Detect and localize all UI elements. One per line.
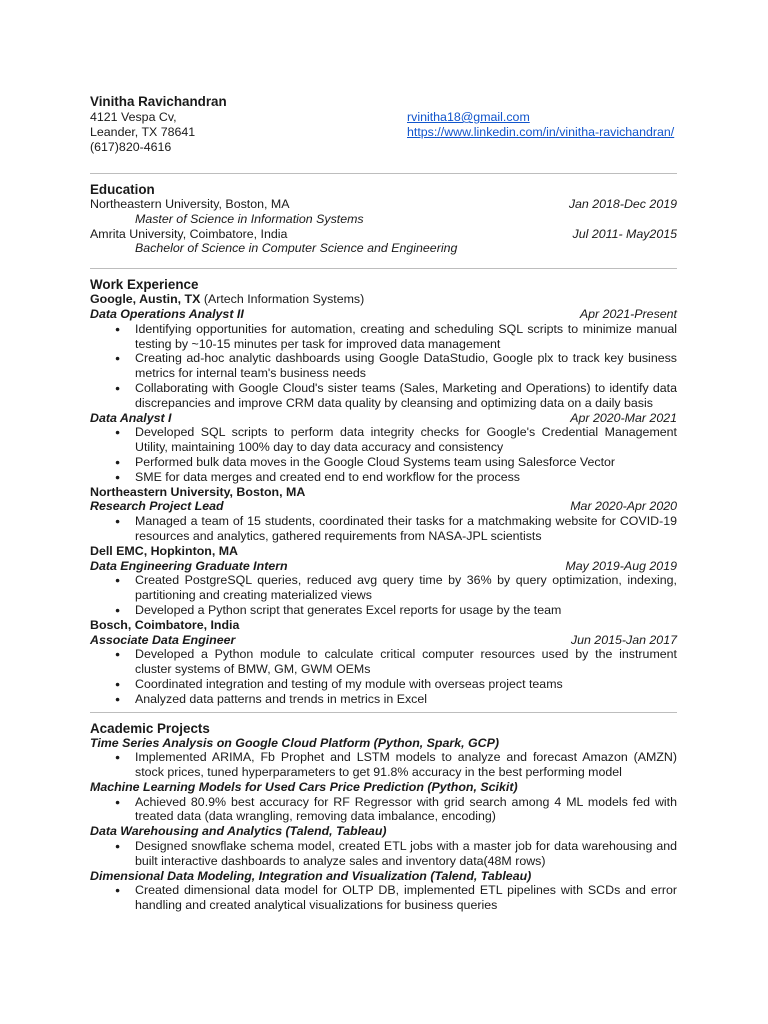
job-role [90,633,677,648]
bullet-item: ● Managed a team of 15 students, coordinated their tasks for a matchmaking website for COVID-19 resources and analytics, gathered requirements from NASA-JPL scientists [90,514,677,544]
date-range: Apr 2020-Mar 2021 [570,410,677,425]
email-link[interactable]: rvinitha18@gmail.com [407,110,530,124]
employer-name: Google, Austin, TX [90,292,201,307]
bullet-list [90,322,677,411]
bullet-item: ● Implemented ARIMA, Fb Prophet and LSTM models to analyze and forecast Amazon (AMZN) stock prices, tuned hyperparameters to get 91.8% accuracy in the best performing model [90,750,677,780]
project-title: Machine Learning Models for Used Cars Price Prediction (Python, Scikit) [90,779,518,794]
degree: Master of Science in Information Systems [135,211,364,226]
employer-name: Dell EMC, Hopkinton, MA [90,543,238,558]
bullet-item: ● Performed bulk data moves in the Google Cloud Systems team using Salesforce Vector [90,455,677,470]
bullet-item: ● Developed a Python script that generates Excel reports for usage by the team [90,603,677,618]
section-title: Academic Projects [90,720,210,736]
bullet-item: ● Achieved 80.9% best accuracy for RF Regressor with grid search among 4 ML models fed with treated data (data wrangling, removing data imbalance, encoding) [90,795,677,825]
work-section [90,277,677,706]
linkedin-link[interactable]: https://www.linkedin.com/in/vinitha-ravichandran/ [407,124,675,139]
bullet-item: ● Creating ad-hoc analytic dashboards using Google DataStudio, Google plx to track key business metrics for internal team's business needs [90,351,677,381]
address-line-1: 4121 Vespa Cv, [90,110,177,124]
project-title: Data Warehousing and Analytics (Talend, Tableau) [90,824,387,839]
bullet-item: ● Designed snowflake schema model, created ETL jobs with a master job for data warehousing and built interactive dashboards to analyze sales and inventory data(48M rows) [90,839,677,869]
bullet-item: ● Identifying opportunities for automation, creating and scheduling SQL scripts to minimize manual testing by ~10-15 minutes per task for improved data management [90,322,677,352]
role-title: Data Operations Analyst II [90,306,244,321]
section-title: Work Experience [90,277,199,293]
contact-block [90,110,677,155]
address-block [90,110,195,154]
phone-number: (617)820-4616 [90,139,172,154]
employer-line [90,292,677,307]
role-title: Research Project Lead [90,499,224,514]
education-section [90,182,677,256]
job-role [90,559,677,574]
bullet-list [90,514,677,544]
bullet-list [90,750,677,780]
bullet-item: ● Created PostgreSQL queries, reduced avg query time by 36% by query optimization, indexing, partitioning and creating materialized views [90,573,677,603]
school-name: Amrita University, Coimbatore, India [90,226,288,241]
date-range: Jul 2011- May2015 [572,226,677,241]
project-title: Dimensional Data Modeling, Integration and Visualization (Talend, Tableau) [90,868,532,883]
address-line-2: Leander, TX 78641 [90,124,196,139]
resume-content [90,93,677,913]
bullet-list [90,883,677,913]
online-contact [407,110,674,140]
bullet-list [90,425,677,484]
bullet-item: ● Coordinated integration and testing of my module with overseas project teams [90,677,677,692]
projects-section [90,721,677,914]
candidate-name: Vinitha Ravichandran [90,94,227,109]
bullet-list [90,839,677,869]
date-range: Jun 2015-Jan 2017 [570,632,677,647]
job-role [90,411,677,426]
project-title: Time Series Analysis on Google Cloud Platform (Python, Spark, GCP) [90,735,499,750]
job-role [90,499,677,514]
date-range: Mar 2020-Apr 2020 [570,499,677,514]
employer-note: (Artech Information Systems) [200,292,365,307]
section-title: Education [90,182,155,197]
role-title: Data Engineering Graduate Intern [90,558,288,573]
employer-name: Northeastern University, Boston, MA [90,484,306,499]
date-range: Apr 2021-Present [579,306,677,321]
education-entry [90,227,677,242]
date-range: May 2019-Aug 2019 [565,558,677,573]
bullet-item: ● Developed SQL scripts to perform data integrity checks for Google's Credential Management Utility, maintaining 100% day to day data accuracy and consistency [90,425,677,455]
role-title: Data Analyst I [90,410,172,425]
bullet-item: ● Analyzed data patterns and trends in metrics in Excel [90,692,677,707]
bullet-item: ● SME for data merges and created end to end workflow for the process [90,470,677,485]
bullet-list [90,647,677,706]
date-range: Jan 2018-Dec 2019 [568,197,677,211]
role-title: Associate Data Engineer [90,632,236,647]
employer-name: Bosch, Coimbatore, India [90,617,240,632]
degree: Bachelor of Science in Computer Science and Engineering [135,241,458,256]
bullet-item: ● Collaborating with Google Cloud's sister teams (Sales, Marketing and Operations) to identify data discrepancies and improve CRM data quality by cleansing and optimizing data on a daily basis [90,381,677,411]
school-name: Northeastern University, Boston, MA [90,197,290,211]
bullet-item: ● Created dimensional data model for OLTP DB, implemented ETL pipelines with SCDs and error handling and created analytical visualizations for business queries [90,883,677,913]
bullet-list [90,573,677,617]
bullet-item: ● Developed a Python module to calculate critical computer resources used by the instrument cluster systems of BMW, GM, GWM OEMs [90,647,677,677]
job-role [90,307,677,322]
bullet-list [90,795,677,825]
education-entry [90,197,677,212]
